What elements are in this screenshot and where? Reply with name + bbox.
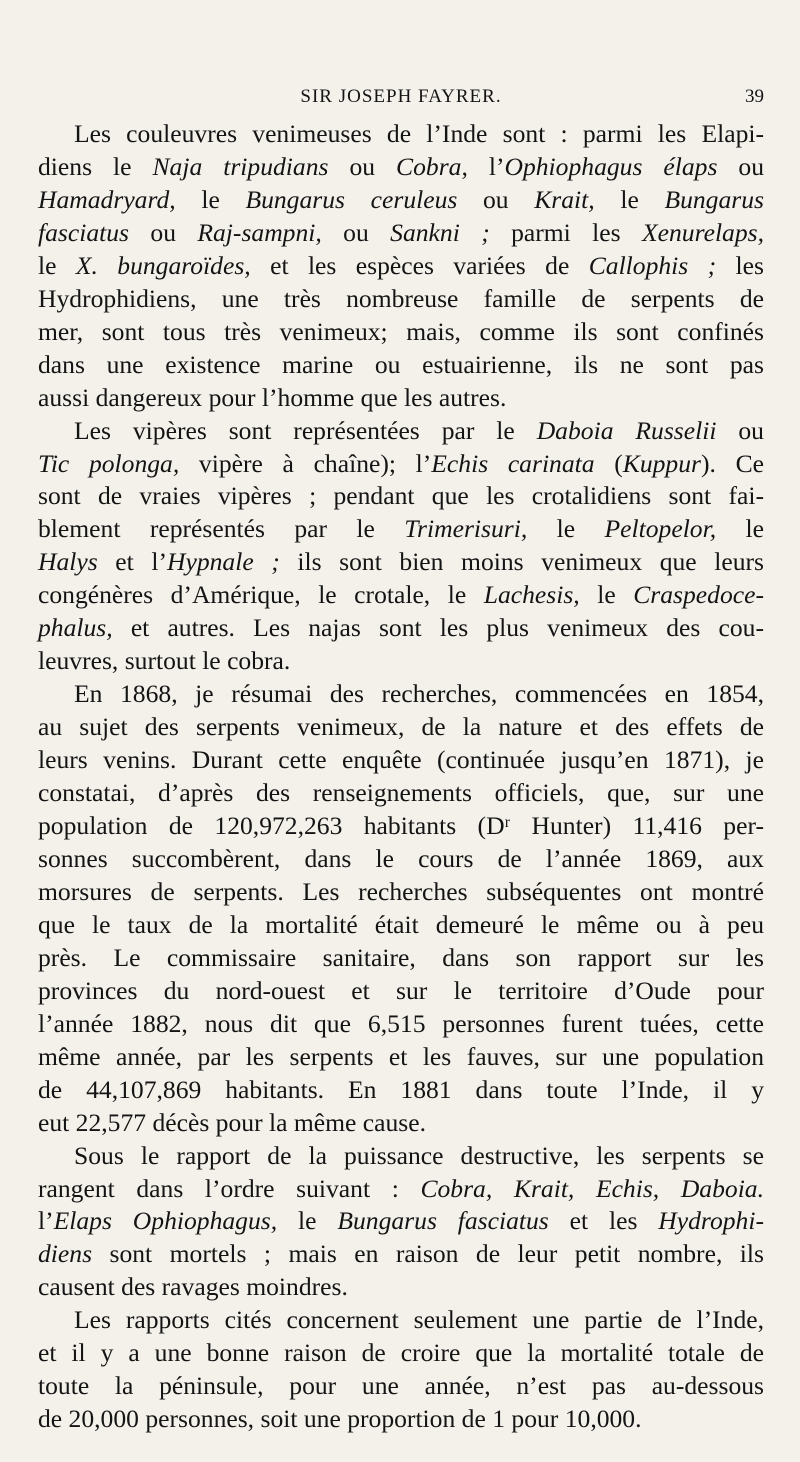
text-run: le	[527, 514, 605, 544]
text-run: rangent dans l’ordre suivant :	[38, 1173, 421, 1203]
italic-text: Tic polonga,	[38, 448, 180, 478]
text-line	[38, 1140, 764, 1173]
text-run: eut 22,577 décès pour la même cause.	[38, 1107, 427, 1137]
text-line	[38, 1074, 764, 1107]
text-line	[38, 678, 764, 711]
text-run: ). Ce	[700, 448, 765, 478]
text-run: et l’	[97, 547, 167, 577]
text-line	[38, 876, 764, 909]
text-line	[38, 513, 764, 546]
text-run: même année, par les serpents et les fauves, sur une population	[38, 1041, 764, 1071]
italic-text: Daboia Russelii	[536, 415, 717, 445]
text-line	[38, 1107, 764, 1140]
italic-text: Kuppur	[622, 448, 701, 478]
text-run: mer, sont tous très venimeux; mais, comme ils sont confinés	[38, 316, 764, 346]
text-line	[38, 645, 764, 678]
body-text	[38, 118, 764, 1436]
text-run: le	[594, 184, 665, 214]
text-line	[38, 217, 764, 250]
italic-text: Trimerisuri,	[404, 514, 528, 544]
text-run: ils sont bien moins venimeux que leurs	[279, 547, 764, 577]
italic-text: fasciatus	[38, 217, 130, 247]
paragraph	[38, 118, 764, 415]
italic-text: Bungarus ceruleus	[245, 184, 458, 214]
text-run: de 44,107,869 habitants. En 1881 dans toute l’Inde, il y	[38, 1074, 764, 1104]
italic-text: Peltopelor,	[604, 514, 717, 544]
text-run: ou	[717, 151, 764, 181]
text-run: les	[716, 250, 764, 280]
text-line	[38, 975, 764, 1008]
italic-text: Ophiophagus élaps	[504, 151, 718, 181]
text-line	[38, 1205, 764, 1238]
italic-text: Cobra, Krait, Echis, Daboia.	[420, 1173, 765, 1203]
text-line	[38, 1238, 764, 1271]
text-run: toute la péninsule, pour une année, n’est pas au-dessous	[38, 1371, 764, 1401]
text-line	[38, 415, 764, 448]
text-line	[38, 184, 764, 217]
text-run: congénères d’Amérique, le crotale, le	[38, 580, 484, 610]
italic-text: Halys	[38, 547, 98, 577]
paragraph	[38, 415, 764, 679]
text-run: ou	[321, 217, 391, 247]
italic-text: Lachesis,	[483, 580, 580, 610]
text-line	[38, 1370, 764, 1403]
text-line	[38, 1041, 764, 1074]
italic-text: Bungarus	[664, 184, 764, 214]
text-run: sont mortels ; mais en raison de leur petit nombre, ils	[92, 1239, 764, 1269]
text-run: Hydrophidiens, une très nombreuse famille de serpents de	[38, 283, 764, 313]
text-run: leurs venins. Durant cette enquête (continuée jusqu’en 1871), je	[38, 745, 764, 775]
text-line	[38, 744, 764, 777]
text-run: Les vipères sont représentées par le	[74, 415, 537, 445]
text-line	[38, 1337, 764, 1370]
italic-text: X. bungaroïdes,	[75, 250, 251, 280]
text-run: causent des ravages moindres.	[38, 1272, 348, 1302]
italic-text: Bungarus fasciatus	[337, 1206, 549, 1236]
text-line	[38, 1008, 764, 1041]
italic-text: Hamadryard,	[38, 184, 176, 214]
text-line	[38, 448, 764, 481]
text-run: le	[579, 580, 634, 610]
text-run: et autres. Les najas sont les plus venimeux des cou-	[112, 613, 764, 643]
text-run: population de 120,972,263 habitants (Dʳ Hunter) 11,416 per-	[38, 811, 764, 841]
text-run: En 1868, je résumai des recherches, commencées en 1854,	[74, 679, 764, 709]
text-run: l’année 1882, nous dit que 6,515 personnes furent tuées, cette	[38, 1008, 764, 1038]
italic-text: Raj-sampni,	[197, 217, 322, 247]
text-line	[38, 480, 764, 513]
text-run: et il y a une bonne raison de croire que la mortalité totale de	[38, 1338, 764, 1368]
text-run: diens le	[38, 151, 153, 181]
text-line	[38, 316, 764, 349]
text-line	[38, 711, 764, 744]
text-run: dans une existence marine ou estuairienne, ils ne sont pas	[38, 349, 764, 379]
text-run: et les	[548, 1206, 659, 1236]
text-run: au sujet des serpents venimeux, de la nature et des effets de	[38, 712, 764, 742]
text-run: constatai, d’après des renseignements officiels, que, sur une	[38, 778, 764, 808]
italic-text: Hydrophi-	[658, 1206, 764, 1236]
text-line	[38, 612, 764, 645]
page-number: 39	[745, 86, 764, 107]
paragraph	[38, 678, 764, 1139]
italic-text: phalus,	[38, 613, 113, 643]
italic-text: Xenurelaps,	[641, 217, 765, 247]
italic-text: Elaps Ophiophagus,	[53, 1206, 278, 1236]
text-line	[38, 1304, 764, 1337]
text-run: le	[716, 514, 764, 544]
text-line	[38, 579, 764, 612]
running-title: SIR JOSEPH FAYRER.	[300, 86, 502, 107]
text-run: le	[38, 250, 76, 280]
italic-text: Callophis ;	[588, 250, 717, 280]
text-run: que le taux de la mortalité était demeuré le même ou à peu	[38, 909, 764, 939]
italic-text: Sankni ;	[390, 217, 490, 247]
text-run: morsures de serpents. Les recherches subséquentes ont montré	[38, 876, 764, 906]
text-run: ou	[457, 184, 535, 214]
text-line	[38, 250, 764, 283]
text-run: blement représentés par le	[38, 514, 405, 544]
text-line	[38, 909, 764, 942]
text-line	[38, 118, 764, 151]
paragraph	[38, 1304, 764, 1436]
text-run: sonnes succombèrent, dans le cours de l’année 1869, aux	[38, 843, 764, 873]
text-run: sont de vraies vipères ; pendant que les crotalidiens sont fai-	[38, 481, 764, 511]
text-line	[38, 382, 764, 415]
text-line	[38, 942, 764, 975]
text-run: le	[175, 184, 246, 214]
text-run: leuvres, surtout le cobra.	[38, 646, 291, 676]
text-run: ou	[129, 217, 198, 247]
italic-text: Krait,	[534, 184, 595, 214]
text-run: et les espèces variées de	[250, 250, 589, 280]
text-run: vipère à chaîne); l’	[179, 448, 432, 478]
text-run: provinces du nord-ouest et sur le territoire d’Oude pour	[38, 975, 764, 1005]
text-line	[38, 777, 764, 810]
text-run: Les couleuvres venimeuses de l’Inde sont : parmi les Elapi-	[74, 119, 764, 148]
text-run: Sous le rapport de la puissance destructive, les serpents se	[74, 1140, 764, 1170]
text-line	[38, 810, 764, 843]
text-line	[38, 1271, 764, 1304]
text-run: (	[594, 448, 623, 478]
italic-text: Hypnale ;	[167, 547, 280, 577]
text-line	[38, 1173, 764, 1206]
paragraph	[38, 1140, 764, 1305]
text-run: Les rapports cités concernent seulement une partie de l’Inde,	[74, 1305, 764, 1335]
italic-text: Echis carinata	[431, 448, 595, 478]
italic-text: Craspedoce-	[633, 580, 764, 610]
running-head	[38, 86, 764, 116]
text-run: parmi les	[489, 217, 642, 247]
text-run: ou	[716, 415, 764, 445]
text-run: près. Le commissaire sanitaire, dans son rapport sur les	[38, 942, 764, 972]
text-line	[38, 151, 764, 184]
italic-text: Cobra,	[396, 151, 468, 181]
text-line	[38, 546, 764, 579]
text-line	[38, 1403, 764, 1436]
text-run: le	[277, 1206, 338, 1236]
text-line	[38, 349, 764, 382]
text-line	[38, 843, 764, 876]
text-run: l’	[38, 1206, 54, 1236]
text-run: de 20,000 personnes, soit une proportion de 1 pour 10,000.	[38, 1404, 642, 1434]
italic-text: diens	[38, 1239, 93, 1269]
italic-text: Naja tripudians	[152, 151, 329, 181]
text-run: aussi dangereux pour l’homme que les autres.	[38, 382, 507, 412]
text-run: ou	[328, 151, 397, 181]
text-run: l’	[467, 151, 505, 181]
text-line	[38, 283, 764, 316]
